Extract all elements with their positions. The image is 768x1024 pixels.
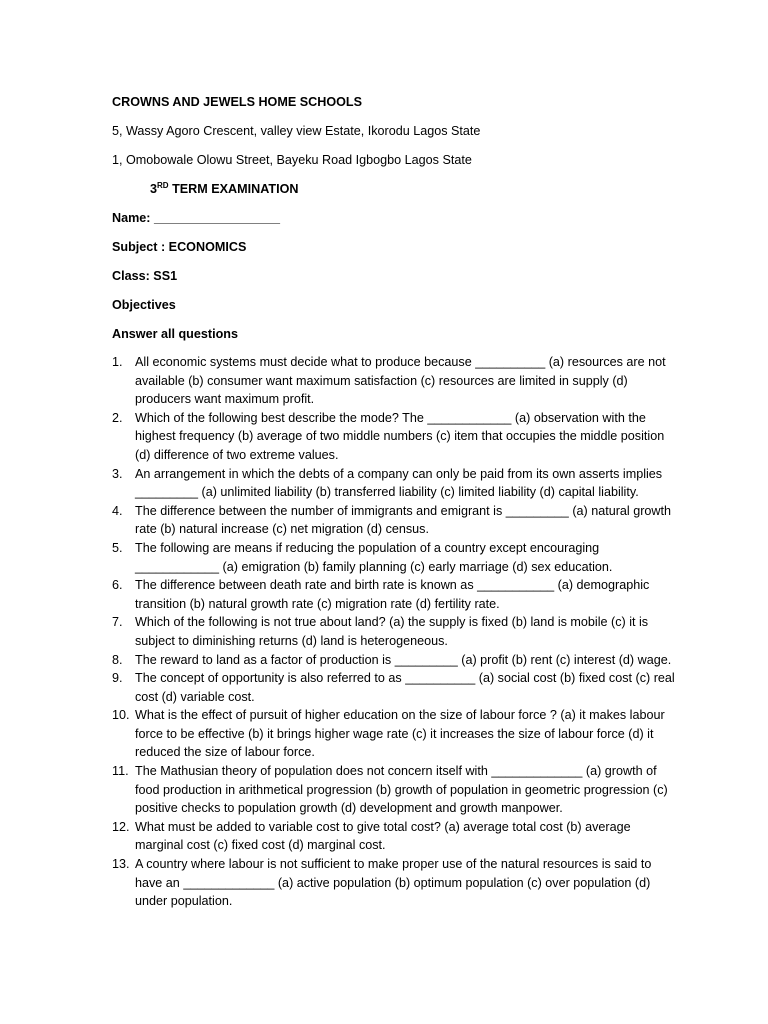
question-text: The following are means if reducing the population of a country except encouraging ____________ (a) emigration (b) family planning (c) early marriage (d) sex education. (135, 540, 613, 574)
question-item (112, 353, 682, 409)
question-number: 12. (112, 819, 130, 834)
question-text: A country where labour is not sufficient to make proper use of the natural resources is said to have an _____________ (a) active population (b) optimum population (c) over population (d) under population. (135, 857, 652, 909)
question-number: 2. (112, 410, 123, 425)
question-item (112, 465, 682, 502)
question-item (112, 539, 682, 576)
question-text: What is the effect of pursuit of higher education on the size of labour force ? (a) it makes labour force to be effective (b) it brings higher wage rate (c) it increases the size of labour force (d) it reduced the size of labour force. (135, 708, 665, 760)
question-list (112, 353, 682, 911)
question-text: Which of the following best describe the mode? The ____________ (a) observation with the highest frequency (b) average of two middle numbers (c) item that occupies the middle position (d) difference of two extreme values. (135, 410, 665, 462)
question-number: 8. (112, 652, 123, 667)
question-text: The concept of opportunity is also referred to as __________ (a) social cost (b) fixed cost (c) real cost (d) variable cost. (135, 671, 675, 704)
question-item (112, 651, 682, 670)
question-number: 13. (112, 857, 130, 872)
section-heading: Objectives (112, 298, 176, 312)
exam-page (112, 90, 682, 911)
question-number: 7. (112, 615, 123, 630)
question-number: 3. (112, 466, 123, 481)
term-number: 3 (150, 182, 158, 196)
address-line-1: 5, Wassy Agoro Crescent, valley view Estate, Ikorodu Lagos State (112, 124, 481, 138)
exam-title-text: TERM EXAMINATION (168, 182, 299, 196)
question-number: 5. (112, 540, 123, 555)
question-text: The Mathusian theory of population does not concern itself with _____________ (a) growth of food production in arithmetical progression (b) growth of population in geometric progression (c) positive checks to population growth (d) development and growth manpower. (135, 764, 668, 816)
question-number: 11. (112, 764, 129, 779)
question-number: 1. (112, 355, 123, 369)
name-field-line: Name: __________________ (112, 211, 281, 225)
question-text: All economic systems must decide what to produce because __________ (a) resources are not available (b) consumer want maximum satisfaction (c) resources are limited in supply (d) producers want maximum profit. (135, 355, 666, 407)
school-name: CROWNS AND JEWELS HOME SCHOOLS (112, 95, 363, 109)
question-text: The difference between death rate and birth rate is known as ___________ (a) demographic transition (b) natural growth rate (c) migration rate (d) fertility rate. (135, 578, 650, 611)
question-item (112, 818, 682, 855)
question-item (112, 706, 682, 762)
question-item (112, 613, 682, 650)
question-item (112, 762, 682, 818)
exam-title (112, 177, 682, 206)
question-item (112, 502, 682, 539)
address-line-2: 1, Omobowale Olowu Street, Bayeku Road Igbogbo Lagos State (112, 153, 472, 167)
question-item (112, 409, 682, 465)
question-item (112, 669, 682, 706)
question-item (112, 855, 682, 911)
question-text: The difference between the number of immigrants and emigrant is _________ (a) natural growth rate (b) natural increase (c) net migration (d) census. (135, 503, 672, 537)
term-suffix: RD (157, 180, 169, 190)
subject-line: Subject : ECONOMICS (112, 240, 247, 254)
question-number: 4. (112, 503, 123, 518)
question-text: What must be added to variable cost to give total cost? (a) average total cost (b) average marginal cost (c) fixed cost (d) marginal cost. (135, 819, 631, 853)
question-number: 9. (112, 671, 123, 686)
question-text: Which of the following is not true about land? (a) the supply is fixed (b) land is mobile (c) it is subject to diminishing returns (d) land is heterogeneous. (135, 615, 649, 648)
class-line: Class: SS1 (112, 269, 178, 283)
question-number: 10. (112, 708, 130, 723)
question-number: 6. (112, 578, 123, 593)
question-text: An arrangement in which the debts of a company can only be paid from its own asserts implies _________ (a) unlimited liability (b) transferred liability (c) limited liability (d) capital liability. (135, 466, 663, 500)
question-item (112, 576, 682, 613)
question-text: The reward to land as a factor of production is _________ (a) profit (b) rent (c) interest (d) wage. (135, 652, 672, 667)
instruction-line: Answer all questions (112, 327, 238, 341)
